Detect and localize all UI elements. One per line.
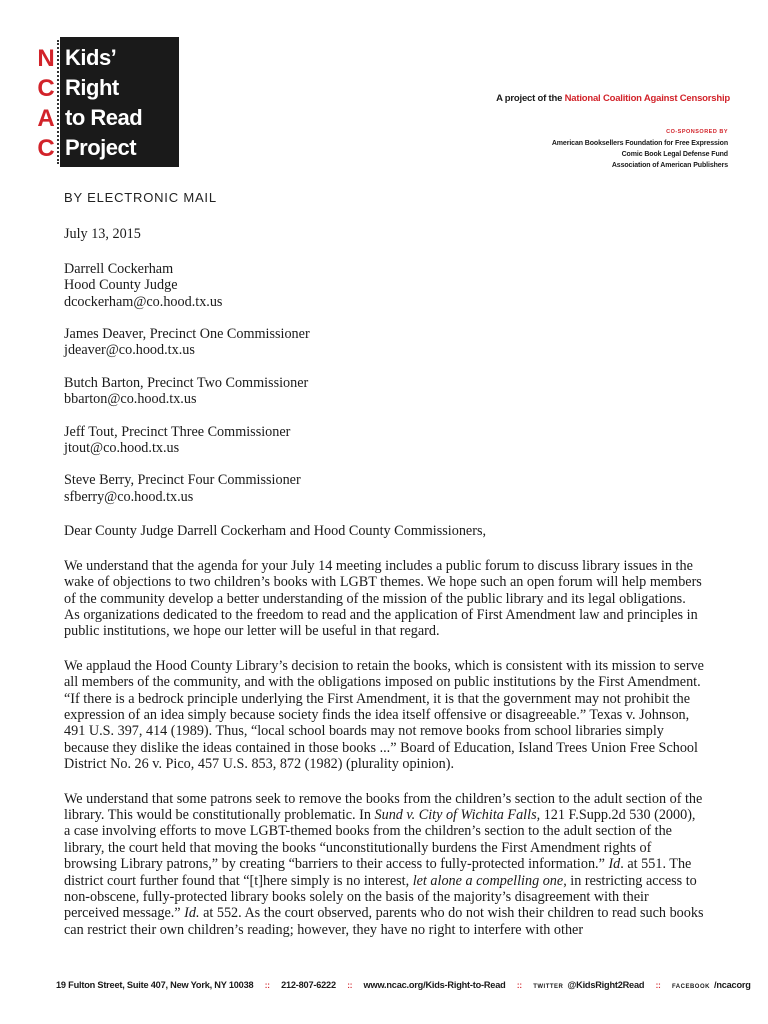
cosponsor-1: American Booksellers Foundation for Free Expression xyxy=(551,140,728,147)
cosponsor-label: CO-SPONSORED BY xyxy=(666,129,728,135)
recipient-email: jtout@co.hood.tx.us xyxy=(64,440,180,457)
logo-letter-a: A xyxy=(37,105,55,132)
cosponsor-block xyxy=(552,127,728,171)
recipient-email: bbarton@co.hood.tx.us xyxy=(64,391,197,408)
emphasis-text: let alone a compelling one xyxy=(412,872,564,889)
logo-letter-n: N xyxy=(37,45,55,72)
salutation: Dear County Judge Darrell Cockerham and Hood County Commissioners, xyxy=(64,523,487,540)
para3-text-e: at 552. As the court observed, parents who do not wish their children to read such books can restrict their own children’s reading; however, they have no right to interfere with other xyxy=(64,905,704,938)
cosponsor-3: Association of American Publishers xyxy=(611,162,728,169)
recipient-block xyxy=(64,472,704,505)
logo-line-1: Kids’ xyxy=(65,45,117,70)
logo-dotted-divider xyxy=(57,40,59,164)
recipient-block xyxy=(64,424,704,457)
recipient-email: jdeaver@co.hood.tx.us xyxy=(64,342,195,359)
delivery-method: BY ELECTRONIC MAIL xyxy=(64,190,217,205)
recipient-email: dcockerham@co.hood.tx.us xyxy=(64,293,223,310)
letter-body xyxy=(64,190,704,956)
recipient-name: James Deaver, Precinct One Commissioner xyxy=(64,326,310,343)
recipient-name: Darrell Cockerham xyxy=(64,260,174,277)
para3-text-b: 121 F.Supp.2d 530 (2000), a case involving efforts to move LGBT-themed books from the children’s section to the adult section of the library, the court held that moving the books “unconstitutionally burdens the First Amendment rights of browsing Library patrons,” by creating “barriers to their access to fully-protected information.” xyxy=(64,806,696,873)
para3-text-d: , in restricting access to non-obscene, fully-protected library books solely on the basis of the majority’s disagreement with their perceived message.” xyxy=(64,872,697,922)
footer-twitter[interactable]: @KidsRight2Read xyxy=(567,980,645,990)
paragraph-2: We applaud the Hood County Library’s decision to retain the books, which is consistent with its mission to serve all members of the community, and with the obligations imposed on public institutions by the First Amendment. “If there is a bedrock principle underlying the First Amendment, it is that the government may not prohibit the expression of an idea simply because society finds the idea itself offensive or disagreeable.” Texas v. Johnson, 491 U.S. 397, 414 (1989). Thus, “local school boards may not remove books from school libraries simply because they dislike the ideas contained in those books ...” Board of Education, Island Trees Union Free School District No. 26 v. Pico, 457 U.S. 853, 872 (1982) (plurality opinion). xyxy=(64,657,704,773)
id-citation-2: Id. xyxy=(184,905,200,922)
recipient-email: sfberry@co.hood.tx.us xyxy=(64,488,194,505)
id-citation-1: Id xyxy=(608,856,621,873)
para3-text-c: . at 551. The district court further found that “[t]here simply is no interest, xyxy=(64,856,692,889)
para3-text-a: We understand that some patrons seek to remove the books from the children’s section to the adult section of the library. This would be constitutionally problematic. In xyxy=(64,790,703,823)
facebook-label: FACEBOOK xyxy=(671,984,710,990)
recipient-name: Butch Barton, Precinct Two Commissioner xyxy=(64,374,309,391)
footer-separator: :: xyxy=(347,981,353,990)
project-prefix: A project of the xyxy=(496,93,565,104)
recipient-block xyxy=(64,375,704,408)
footer-separator: :: xyxy=(516,981,522,990)
case-citation: Sund v. City of Wichita Falls, xyxy=(374,806,541,823)
logo-line-3: to Read xyxy=(65,105,143,130)
recipient-name: Steve Berry, Precinct Four Commissioner xyxy=(64,472,301,489)
logo-line-2: Right xyxy=(65,75,119,100)
twitter-label: TWITTER xyxy=(533,984,564,990)
project-org: National Coalition Against Censorship xyxy=(564,93,730,104)
logo-letter-c2: C xyxy=(37,135,55,162)
footer-address: 19 Fulton Street, Suite 407, New York, NY 10038 xyxy=(56,980,254,990)
footer-contact xyxy=(56,980,751,990)
footer-separator: :: xyxy=(264,981,270,990)
paragraph-1: We understand that the agenda for your July 14 meeting includes a public forum to discuss library issues in the wake of objections to two children’s books with LGBT themes. We hope such an open forum will help members of the community develop a better understanding of the mission of the public library and its legal obligations. As organizations dedicated to the freedom to read and the application of First Amendment law and principles in public institutions, we hope our letter will be useful in that regard. xyxy=(64,557,702,640)
recipient-name: Jeff Tout, Precinct Three Commissioner xyxy=(64,423,291,440)
footer-separator: :: xyxy=(655,981,661,990)
recipient-block xyxy=(64,261,704,310)
footer-facebook[interactable]: /ncacorg xyxy=(713,980,751,990)
letter-date: July 13, 2015 xyxy=(64,226,141,243)
logo-letter-c: C xyxy=(37,75,55,102)
paragraph-3 xyxy=(64,791,704,939)
footer-website[interactable]: www.ncac.org/Kids-Right-to-Read xyxy=(363,980,506,990)
footer-phone: 212-807-6222 xyxy=(281,980,336,990)
cosponsor-2: Comic Book Legal Defense Fund xyxy=(621,151,728,158)
project-of-line xyxy=(496,93,730,104)
ncac-logo-letters xyxy=(36,44,56,164)
recipient-block xyxy=(64,326,704,359)
recipient-title: Hood County Judge xyxy=(64,277,178,294)
kids-right-to-read-logo xyxy=(60,37,179,167)
logo-line-4: Project xyxy=(65,135,137,160)
